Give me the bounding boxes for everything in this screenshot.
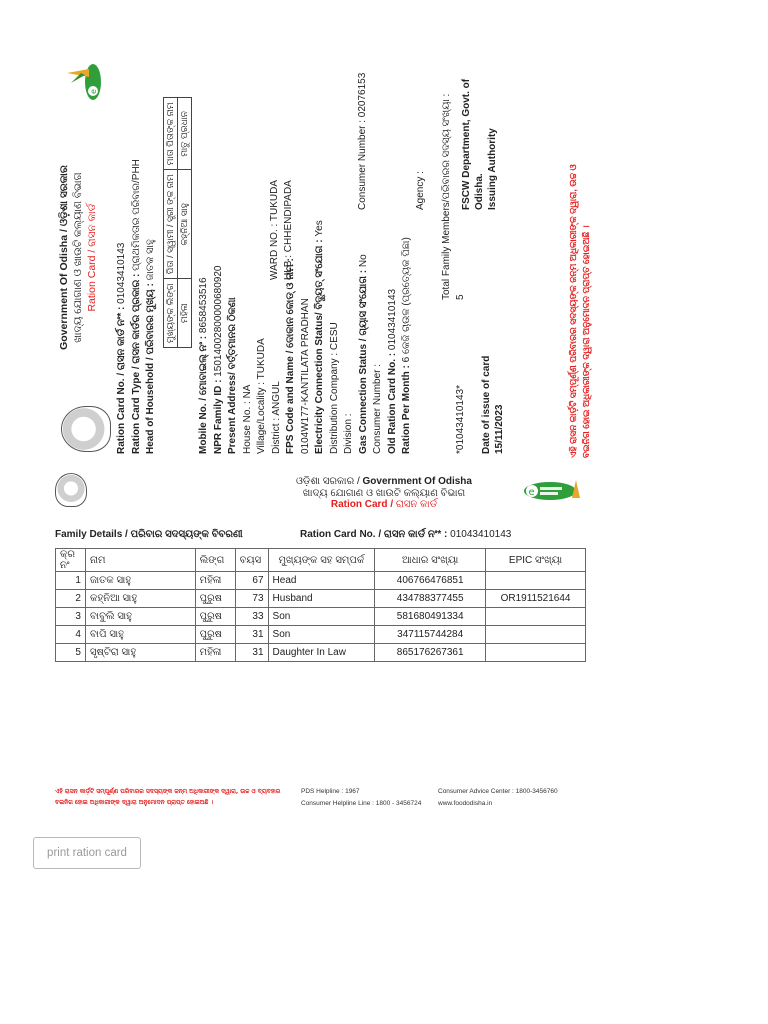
ration-card-front [55, 55, 591, 460]
table-row [56, 572, 586, 590]
front-title-govt: Government Of Odisha / ଓଡ଼ିଶା ସରକାର [58, 165, 70, 350]
cell-gender: ମହିଳା [195, 572, 235, 590]
mobile-value: 8658453516 [198, 277, 209, 334]
ward-no: WARD NO. : TUKUDA [269, 179, 280, 280]
back-header-odia: ଓଡ଼ିଶା ସରକାର / [296, 476, 363, 487]
front-title-dept: ଖାଦ୍ୟ ଯୋଗାଣ ଓ ଖାଉଟି କଲ୍ୟାଣ ବିଭାଗ [72, 172, 84, 343]
front-card-info [115, 159, 159, 454]
back-footer-note-line2: ବଇନିଗ ହୋଇ ଅଧିକାରୀଙ୍କ ଦ୍ୱାରା ଅନୁମୋଦନ ପ୍ରାପ୍ତ ହୋଇଅଛି । [55, 799, 214, 806]
front-details [197, 220, 415, 454]
back-header-line3 [0, 499, 768, 511]
cell-sl: 1 [56, 572, 86, 590]
front-title-card: Ration Card / ରାସନ କାର୍ଡ [86, 203, 98, 312]
total-members-label: Total Family Members/ପରିବାରର ସଦସ୍ୟ ସଂଖ୍ୟା : [441, 93, 452, 300]
cell-name: ବାପି ସାହୁ [85, 626, 195, 644]
cell-name: ବାବୁଲି ସାହୁ [85, 608, 195, 626]
head-label: Head of Household / ପରିବାରର ମୁଖ୍ୟ : [145, 283, 156, 454]
card-type-label: Ration Card Type / ରାସନ କାର୍ଡର ପ୍ରକାର : [130, 273, 142, 454]
cell-age: 67 [235, 572, 268, 590]
cell-relation: Son [268, 626, 375, 644]
hh-header: ମୁଖ୍ୟଙ୍କ ଲିଙ୍ଗ [164, 279, 178, 348]
pds-helpline: PDS Helpline : 1967 [301, 788, 360, 795]
card-type-value: ପ୍ରାଥମିକତାର ପରିବାର/PHH [130, 159, 142, 271]
village: Village/Locality : TUKUDA [256, 338, 267, 454]
ration-value: 6 କେଜି ଚାଉଳ (ପ୍ରତ୍ୟେକ ପିଛା) [401, 237, 412, 363]
cell-name: ସୃଷ୍ଟିରା ସାହୁ [85, 644, 195, 662]
col-header-gender: ଲିଙ୍ଗ [195, 549, 235, 572]
electricity-value: Yes [314, 220, 325, 237]
consumer-number: Consumer Number : 02076153 [357, 72, 368, 210]
electricity-label: Electricity Connection Status/ ବିଦ୍ୟୁତ୍ ସଂଯୋଗ : [314, 239, 325, 454]
card-no-label: Ration Card No. / ରାସନ କାର୍ଡ ନଂ* : [116, 306, 127, 454]
col-header-aadhaar: ଆଧାର ସଂଖ୍ୟା [375, 549, 486, 572]
helpline-info [301, 786, 421, 810]
cell-sl: 2 [56, 590, 86, 608]
issuing-authority [460, 79, 499, 210]
hh-header: ପିତା / ସ୍ୱାମୀ / ସ୍ତ୍ରୀ ଙ୍କ ନାମ [164, 170, 178, 279]
cell-relation: Head [268, 572, 375, 590]
cell-name: ଜାତକ ସାହୁ [85, 572, 195, 590]
old-card-label: Old Ration Card No. : [386, 352, 398, 454]
total-members-value: 5 [455, 294, 466, 300]
npr-value: 15014002800000680920 [212, 265, 224, 377]
head-name: ଜାତକ ସାହୁ [145, 239, 156, 281]
back-card-no [300, 529, 511, 540]
issue-date-value: 15/11/2023 [494, 404, 505, 454]
cell-age: 31 [235, 644, 268, 662]
print-ration-card-button[interactable]: print ration card [33, 837, 141, 869]
fps-value: 0104W177-KANTILATA PRADHAN [299, 298, 311, 454]
cell-sl: 3 [56, 608, 86, 626]
cell-sl: 4 [56, 626, 86, 644]
npr-label: NPR Family ID : [212, 379, 224, 454]
cell-age: 73 [235, 590, 268, 608]
cell-epic: OR1911521644 [486, 590, 586, 608]
agency: Agency : [415, 171, 426, 210]
authority-line2: Odisha. [474, 173, 485, 210]
table-row [56, 644, 586, 662]
table-row [56, 590, 586, 608]
consumer-helpline: Consumer Helpline Line : 1800 - 3456724 [301, 800, 422, 807]
cell-aadhaar: 865176267361 [375, 644, 486, 662]
mobile-label: Mobile No. / ମୋବାଇଲ୍ ନଂ : [198, 335, 209, 454]
cell-gender: ମହିଳା [195, 644, 235, 662]
svg-text:e: e [528, 487, 535, 498]
family-table-header [56, 549, 586, 572]
cell-aadhaar: 434788377455 [375, 590, 486, 608]
cell-epic [486, 572, 586, 590]
cell-gender: ପୁରୁଷ [195, 608, 235, 626]
cell-name: କହ୍ନିଆ ସାହୁ [85, 590, 195, 608]
advice-info [438, 786, 558, 810]
back-header-line1 [0, 476, 768, 488]
cell-aadhaar: 581680491334 [375, 608, 486, 626]
table-row [56, 608, 586, 626]
district: District : ANGUL [270, 381, 282, 454]
front-red-note-line1: ଏହି ରାସନ କାର୍ଡ଼ଟି ସମ୍ପୂର୍ଣ୍ଣ ପରିବାରର ସଦସ୍ୟଙ୍କ ଜନ୍ମ ଅଧିକାରୀଙ୍କ ଦ୍ୱାରା, ଉଚ୍ଚ ଓ [568, 164, 578, 458]
back-card-no-label: Ration Card No. / ରାସନ କାର୍ଡ ନଂ* : [300, 529, 448, 540]
cell-relation: Husband [268, 590, 375, 608]
issue-date [480, 356, 506, 454]
front-title [57, 55, 99, 460]
back-header-card-en: Ration Card / [330, 499, 396, 510]
authority-line1: FSCW Department, Govt. of [461, 78, 472, 210]
hh-value: ମାତୁ ପ୍ରଧାନ [178, 98, 192, 170]
house-no: House No. : NA [241, 384, 253, 454]
ration-card-front-rotated [55, 55, 591, 460]
gas-consumer-number: Consumer Number : [372, 363, 383, 454]
hh-value: ମହିଳା [178, 279, 192, 348]
back-footer-note [55, 786, 280, 808]
family-details-label: Family Details / ପରିବାର ସଦସ୍ୟଙ୍କ ବିବରଣୀ [55, 529, 243, 540]
svg-text:e: e [89, 89, 98, 94]
ration-label: Ration Per Month : [401, 365, 412, 454]
gas-value: No [357, 254, 369, 268]
col-header-name: ନାମ [85, 549, 195, 572]
front-red-note [567, 58, 593, 458]
advice-center: Consumer Advice Center : 1800-3456760 [438, 788, 558, 795]
col-header-relation: ମୁଖ୍ୟଙ୍କ ସହ ସମ୍ପର୍କ [268, 549, 375, 572]
cell-sl: 5 [56, 644, 86, 662]
fps-label: FPS Code and Name / ଦୋକାନ କୋଡ୍ ଓ ନାମ : [285, 258, 296, 454]
back-card-no-value: 01043410143 [450, 529, 512, 540]
distribution-company: Distribution Company : CESU [328, 322, 340, 454]
address-label: Present Address/ ବର୍ତ୍ତମାନର ଠିକଣା [227, 297, 238, 454]
col-header-age: ବୟସ [235, 549, 268, 572]
back-header-card-odia: ରାସନ କାର୍ଡ [395, 499, 438, 510]
issue-date-label: Date of issue of card [481, 355, 492, 454]
col-header-sl: କ୍ର ନଂ [56, 549, 86, 572]
col-header-epic: EPIC ସଂଖ୍ୟା [486, 549, 586, 572]
hh-value: କହ୍ନିଆ ସାହୁ [178, 170, 192, 279]
card-no-value: 01043410143 [116, 242, 127, 304]
authority-line3: Issuing Authority [487, 128, 498, 210]
cell-aadhaar: 347115744284 [375, 626, 486, 644]
back-header-dept: ଖାଦ୍ୟ ଯୋଗାଣ ଓ ଖାଉଟି କଲ୍ୟାଣ ବିଭାଗ [302, 488, 466, 499]
family-table [55, 548, 586, 662]
back-header-govt: Government Of Odisha [362, 476, 472, 487]
cell-epic [486, 626, 586, 644]
cell-relation: Daughter In Law [268, 644, 375, 662]
website-link[interactable]: www.foododisha.in [438, 800, 493, 807]
cell-gender: ପୁରୁଷ [195, 626, 235, 644]
ulb: ULB : CHHENDIPADA [283, 180, 294, 280]
table-row [56, 626, 586, 644]
cell-gender: ପୁରୁଷ [195, 590, 235, 608]
back-footer-note-line1: ଏହି ରାସନ କାର୍ଡ଼ଟି ସମ୍ପୂର୍ଣ୍ଣ ପରିବାରର ସଦସ୍ୟଙ୍କ ଜନ୍ମ ଅଧିକାରୀଙ୍କ ଦ୍ୱାରା, ଉଚ୍ଚ ଓ ବ୍ୟବହାର [55, 788, 281, 795]
head-household-table [163, 97, 192, 348]
cell-age: 31 [235, 626, 268, 644]
division: Division : [343, 413, 354, 454]
cell-age: 33 [235, 608, 268, 626]
card-barcode-text: *01043410143* [455, 385, 466, 454]
hh-header: ମାତା ପିତାଙ୍କ ନାମ [164, 98, 178, 170]
gas-label: Gas Connection Status / ଗ୍ୟାସ ସଂଯୋଗ : [357, 269, 369, 454]
cell-epic [486, 644, 586, 662]
old-card-value: 01043410143 [386, 288, 398, 351]
cell-epic [486, 608, 586, 626]
cell-relation: Son [268, 608, 375, 626]
cell-aadhaar: 406766476851 [375, 572, 486, 590]
front-red-note-line2: ବଇନିଗ ହୋଇ ଅଧିକାରୀଙ୍କ ଦ୍ୱାରା ଅନୁମୋଦନ ପ୍ରାପ୍ତ ହୋଇଅଛି । [581, 225, 591, 458]
